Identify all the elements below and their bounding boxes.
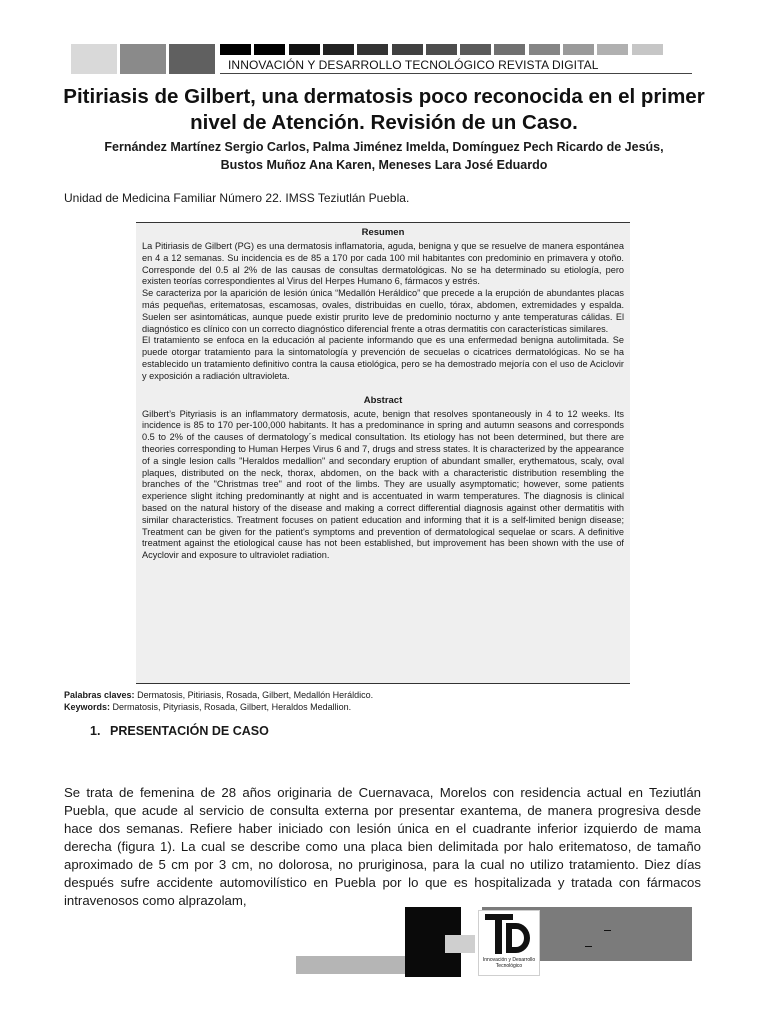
logo-text: Innovación y Desarrollo Tecnológico bbox=[482, 957, 536, 969]
resumen-paragraph-1: La Pitiriasis de Gilbert (PG) es una dermatosis inflamatoria, aguda, benigna y que se resuelve de manera espontánea en 4 a 12 semanas. Su incidencia es de 85 a 170 por cada 100 mil habitantes con predominio en primavera y otoño. Corresponde del 0.5 al 2% de las causas de consultas dermatológicas. No se ha determinado su etiología, pero existen teorías correspondientes al Virus del Herpes Humano 6, fármacos y estrés. bbox=[142, 241, 624, 287]
keywords-es-label: Palabras claves: bbox=[64, 690, 135, 700]
authors bbox=[40, 138, 728, 174]
header-bar-segment bbox=[563, 44, 594, 55]
header-bar-segment bbox=[529, 44, 560, 55]
header-bar-segment bbox=[357, 44, 388, 55]
journal-name: INNOVACIÓN Y DESARROLLO TECNOLÓGICO REVISTA DIGITAL bbox=[228, 58, 599, 72]
header-bar-segment bbox=[323, 44, 354, 55]
header-block-mid bbox=[120, 44, 166, 74]
header-block-dark bbox=[169, 44, 215, 74]
footer-dash-2 bbox=[585, 946, 592, 947]
header-block-light bbox=[71, 44, 117, 74]
header-bar-segment bbox=[460, 44, 491, 55]
header-rule bbox=[220, 73, 692, 74]
footer-gray-bar bbox=[296, 956, 405, 974]
keywords-en-label: Keywords: bbox=[64, 702, 111, 712]
section-title: PRESENTACIÓN DE CASO bbox=[110, 724, 269, 738]
footer-dash-1 bbox=[604, 930, 611, 931]
resumen-heading: Resumen bbox=[361, 227, 405, 238]
keywords-en-text: Dermatosis, Pityriasis, Rosada, Gilbert, Heraldos Medallion. bbox=[110, 702, 352, 712]
journal-logo bbox=[478, 910, 540, 976]
affiliation: Unidad de Medicina Familiar Número 22. IMSS Teziutlán Puebla. bbox=[64, 191, 410, 205]
abstract-box bbox=[136, 222, 630, 684]
header-bar-segment bbox=[289, 44, 320, 55]
header-bar-segment bbox=[254, 44, 285, 55]
section-heading bbox=[90, 724, 269, 738]
keywords-es bbox=[64, 689, 373, 701]
authors-line-2: Bustos Muñoz Ana Karen, Meneses Lara José Eduardo bbox=[220, 158, 548, 172]
header-bar-segment bbox=[632, 44, 663, 55]
header-bar-segment bbox=[392, 44, 423, 55]
header-bar-segment bbox=[220, 44, 251, 55]
header-bar-segment bbox=[426, 44, 457, 55]
keywords-es-text: Dermatosis, Pitiriasis, Rosada, Gilbert, Medallón Heráldico. bbox=[134, 690, 374, 700]
section-number: 1. bbox=[90, 724, 101, 738]
header-bar-segment bbox=[494, 44, 525, 55]
footer-gray-square bbox=[445, 935, 475, 953]
td-logo-icon bbox=[479, 911, 539, 959]
case-body-text: Se trata de femenina de 28 años originaria de Cuernavaca, Morelos con residencia actual en Teziutlán Puebla, que acude al servicio de consulta externa por presentar exantema, de manera progresiva desde hace dos semanas. Refiere haber iniciado con lesión única en el cuadrante inferior izquierdo de mama derecha (figura 1). La cual se describe como una placa bien delimitada por halo eritematoso, de tamaño aproximado de 5 cm por 3 cm, no dolorosa, no pruriginosa, para la cual no utilizo tratamiento. Diez días después sufre accidente automovilístico en Puebla por lo que es hospitalizada y tratada con fármacos intravenosos como alprazolam, bbox=[64, 785, 701, 908]
keywords-en bbox=[64, 701, 373, 713]
authors-line-1: Fernández Martínez Sergio Carlos, Palma Jiménez Imelda, Domínguez Pech Ricardo de Jesús, bbox=[104, 140, 664, 154]
abstract-heading: Abstract bbox=[363, 394, 403, 406]
abstract-paragraph: Gilbert’s Pityriasis is an inflammatory dermatosis, acute, benign that resolves spontaneously in 4 to 12 weeks. Its incidence is 85 to 170 per-100,000 habitants. It has a predominance in spring and autumn seasons and corresponds 0.5 to 2% of the causes of dermatology´s medical consultation. Its etiology has not been determined, but there are theories corresponding to Human Herpes Virus 6 and 7, drugs and stress states. It is characterized by the appearance of a single lesion calls "Heraldos medallion" and secondary eruption of abundant smaller, erythematous, scaly, oval plaques, distributed on the neck, thorax, abdomen, on the back with a characteristic distribution resembling the branches of the "Christmas tree" and root of the limbs. They are usually asymptomatic; however, some patients experience slight itching predominantly at night and is accentuated in warm temperatures. The diagnosis is clinical based on the natural history of the disease and making a correct differential diagnosis against other dermatitis with similar characteristics. Treatment focuses on patient education and informing that it is a self-limited benign disease; Treatment can be given for the patient's symptoms and prevention of dermatological sequelae or scars. A definitive treatment against the etiological cause has not been established, but improvement has been shown with the use of Acyclovir and exposure to ultraviolet radiation. bbox=[142, 408, 624, 561]
article-title: Pitiriasis de Gilbert, una dermatosis poco reconocida en el primer nivel de Atención. Revisión de un Caso. bbox=[63, 85, 705, 134]
resumen-paragraph-3: El tratamiento se enfoca en la educación al paciente informando que es una enfermedad benigna autolimitada. Se puede otorgar tratamiento para la sintomatología y prevención de secuelas o cicatrices dermatológicas. No se ha establecido un tratamiento definitivo contra la causa etiológica, pero se ha demostrado mejoría con el uso de Aciclovir y exposición a radiación ultravioleta. bbox=[142, 335, 624, 381]
header-bar-segment bbox=[597, 44, 628, 55]
keywords bbox=[64, 689, 373, 713]
resumen-paragraph-2: Se caracteriza por la aparición de lesión única “Medallón Heráldico” que precede a la erupción de abundantes placas más pequeñas, eritematosas, escamosas, ovales, distribuidas en cuello, tórax, abdomen, extremidades y espalda. Suelen ser asintomáticas, aunque puede existir prurito leve de predominio nocturno y ante temperaturas cálidas. El diagnóstico es clínico con un correcto diagnóstico diferencial frente a otras dermatitis con características similares. bbox=[142, 288, 624, 334]
